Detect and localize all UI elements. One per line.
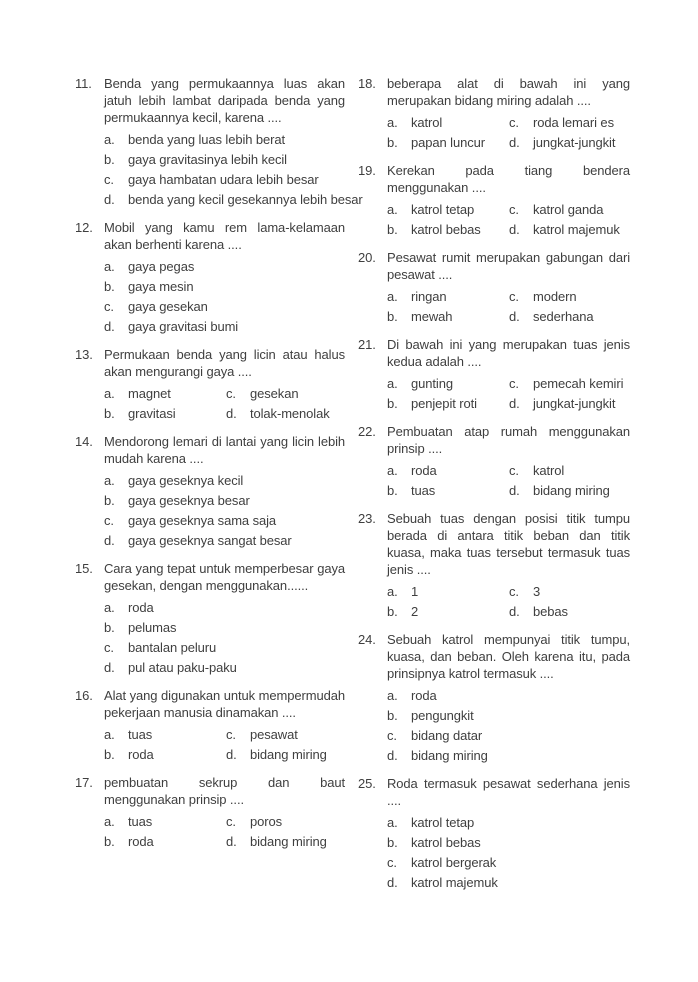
option-letter: c. [509,463,519,478]
answer-option [104,511,345,531]
option-text: benda yang luas lebih berat [128,132,286,147]
answer-option [104,257,345,277]
question-item [358,510,630,622]
option-text: magnet [128,386,171,401]
answer-option [104,150,345,170]
question-text: Sebuah katrol mempunyai titik tumpu, kuasa, dan beban. Oleh karena itu, pada prinsipnya katrol termasuk .... [387,632,630,681]
option-text: katrol ganda [533,202,604,217]
question-body [104,687,345,765]
question-text: Kerekan pada tiang bendera menggunakan .... [387,163,630,195]
question-body [387,75,630,153]
question-body [104,75,363,210]
question-item [75,219,345,337]
question-item [75,687,345,765]
answer-option [226,384,345,404]
question-text: Mendorong lemari di lantai yang licin lebih mudah karena .... [104,434,345,466]
question-text: Di bawah ini yang merupakan tuas jenis kedua adalah .... [387,337,630,369]
option-text: roda [128,747,154,762]
option-text: gaya gesekan [128,299,208,314]
question-options [104,384,345,424]
question-body [387,775,630,893]
option-text: gaya geseknya sama saja [128,513,277,528]
question-text: Roda termasuk pesawat sederhana jenis .... [387,776,630,808]
option-text: katrol majemuk [411,875,498,890]
option-letter: d. [104,533,115,548]
question-options [387,374,630,414]
question-item [75,560,345,678]
answer-option [104,725,226,745]
option-letter: c. [387,855,397,870]
question-number: 25. [358,776,376,791]
answer-option [387,394,509,414]
option-letter: b. [387,604,398,619]
option-letter: c. [226,386,236,401]
question-body [104,433,345,551]
option-letter: c. [509,584,519,599]
option-text: gaya geseknya besar [128,493,250,508]
option-text: gaya gravitasinya lebih kecil [128,152,287,167]
answer-option [104,745,226,765]
option-text: katrol bebas [411,835,481,850]
question-number: 13. [75,347,93,362]
answer-option [104,491,345,511]
option-letter: a. [387,289,398,304]
option-letter: d. [226,406,237,421]
option-text: bidang miring [250,747,327,762]
option-text: modern [533,289,577,304]
answer-option [104,277,345,297]
option-text: katrol tetap [411,202,475,217]
answer-option [104,404,226,424]
option-letter: d. [226,834,237,849]
question-text: Sebuah tuas dengan posisi titik tumpu berada di antara titik beban dan titik kuasa, maka tuas tersebut termasuk tuas jenis .... [387,511,630,577]
option-text: sederhana [533,309,594,324]
option-letter: b. [387,135,398,150]
option-letter: a. [387,688,398,703]
question-options [387,287,630,327]
question-options [387,813,630,893]
question-options [387,686,630,766]
option-letter: d. [104,192,115,207]
option-letter: a. [387,202,398,217]
option-letter: d. [509,604,520,619]
option-letter: a. [387,463,398,478]
answer-option [104,190,363,210]
question-options [104,598,345,678]
answer-option [226,832,345,852]
option-text: gaya geseknya sangat besar [128,533,292,548]
question-item [358,631,630,766]
option-letter: a. [104,132,115,147]
option-text: pengungkit [411,708,474,723]
question-text: Pembuatan atap rumah menggunakan prinsip .... [387,424,630,456]
option-text: roda [411,463,437,478]
question-item [358,162,630,240]
question-body [387,336,630,414]
answer-option [387,813,630,833]
option-text: 1 [411,584,419,599]
answer-option [104,658,345,678]
option-letter: b. [104,279,115,294]
answer-option [509,374,630,394]
answer-option [387,133,509,153]
option-text: benda yang kecil gesekannya lebih besar [128,192,363,207]
answer-option [387,602,509,622]
answer-option [104,638,345,658]
answer-option [387,287,509,307]
answer-option [104,170,345,190]
option-text: 3 [533,584,541,599]
option-text: gravitasi [128,406,176,421]
answer-option [104,317,345,337]
answer-option [509,394,630,414]
option-text: gesekan [250,386,299,401]
answer-option [509,133,630,153]
option-letter: d. [509,396,520,411]
option-text: bantalan peluru [128,640,217,655]
option-letter: d. [509,483,520,498]
answer-option [104,598,345,618]
option-letter: d. [104,319,115,334]
option-text: tolak-menolak [250,406,330,421]
answer-option [104,618,345,638]
answer-option [509,113,630,133]
answer-option [509,220,630,240]
answer-option [104,130,345,150]
question-options [104,257,345,337]
option-letter: b. [104,493,115,508]
question-body [104,219,345,337]
option-text: roda [128,834,154,849]
answer-option [387,461,509,481]
option-letter: c. [509,376,519,391]
option-text: tuas [128,727,153,742]
option-text: bidang datar [411,728,483,743]
option-text: pesawat [250,727,298,742]
option-letter: c. [104,640,114,655]
answer-option [104,471,345,491]
option-letter: a. [387,376,398,391]
question-item [358,249,630,327]
answer-option [387,873,630,893]
question-options [104,812,345,852]
answer-option [509,287,630,307]
option-letter: c. [509,202,519,217]
option-letter: b. [104,747,115,762]
answer-option [509,200,630,220]
question-number: 16. [75,688,93,703]
option-letter: a. [104,386,115,401]
answer-option [104,384,226,404]
option-letter: a. [387,584,398,599]
option-letter: b. [104,620,115,635]
option-letter: d. [387,875,398,890]
option-text: gaya gravitasi bumi [128,319,239,334]
answer-option [387,706,630,726]
option-letter: d. [387,748,398,763]
option-text: roda lemari es [533,115,614,130]
option-letter: c. [226,814,236,829]
option-text: 2 [411,604,419,619]
question-item [358,75,630,153]
option-text: gaya hambatan udara lebih besar [128,172,319,187]
question-number: 24. [358,632,376,647]
option-text: ringan [411,289,447,304]
option-letter: c. [104,172,114,187]
question-item [358,423,630,501]
option-letter: d. [226,747,237,762]
question-number: 23. [358,511,376,526]
question-text: Mobil yang kamu rem lama-kelamaan akan berhenti karena .... [104,220,345,252]
option-letter: b. [387,222,398,237]
question-item [75,75,363,210]
question-body [104,560,345,678]
answer-option [509,307,630,327]
answer-option [104,832,226,852]
option-letter: b. [387,309,398,324]
answer-option [226,404,345,424]
question-number: 18. [358,76,376,91]
question-body [387,631,630,766]
question-text: beberapa alat di bawah ini yang merupakan bidang miring adalah .... [387,76,630,108]
answer-option [509,582,630,602]
option-letter: d. [509,309,520,324]
questions-column-left [75,75,363,893]
option-text: bidang miring [533,483,610,498]
question-text: pembuatan sekrup dan baut menggunakan prinsip .... [104,775,345,807]
option-letter: a. [104,473,115,488]
option-text: roda [411,688,437,703]
question-options [387,113,630,153]
question-options [387,582,630,622]
option-text: gaya mesin [128,279,194,294]
question-number: 12. [75,220,93,235]
option-letter: c. [509,115,519,130]
option-text: katrol majemuk [533,222,620,237]
question-item [358,336,630,414]
option-text: gaya geseknya kecil [128,473,244,488]
answer-option [387,833,630,853]
option-text: katrol bergerak [411,855,497,870]
option-text: bidang miring [411,748,488,763]
answer-option [509,602,630,622]
option-text: tuas [411,483,436,498]
option-letter: c. [387,728,397,743]
option-text: pelumas [128,620,177,635]
answer-option [509,481,630,501]
option-text: papan luncur [411,135,485,150]
question-body [104,346,345,424]
option-letter: b. [387,483,398,498]
option-letter: b. [387,708,398,723]
answer-option [387,200,509,220]
question-text: Pesawat rumit merupakan gabungan dari pesawat .... [387,250,630,282]
question-number: 22. [358,424,376,439]
option-letter: b. [104,406,115,421]
answer-option [387,307,509,327]
option-letter: a. [104,259,115,274]
answer-option [387,113,509,133]
question-options [387,461,630,501]
answer-option [226,725,345,745]
option-text: katrol bebas [411,222,481,237]
question-options [387,200,630,240]
option-text: katrol [411,115,443,130]
question-number: 17. [75,775,93,790]
option-text: bebas [533,604,568,619]
question-body [387,249,630,327]
question-text: Cara yang tepat untuk memperbesar gaya gesekan, dengan menggunakan...... [104,561,345,593]
option-text: poros [250,814,283,829]
option-text: bidang miring [250,834,327,849]
option-text: katrol tetap [411,815,475,830]
option-letter: b. [387,835,398,850]
question-item [75,433,345,551]
answer-option [104,812,226,832]
option-letter: b. [104,834,115,849]
option-letter: b. [387,396,398,411]
option-letter: c. [104,513,114,528]
answer-option [104,297,345,317]
question-body [387,162,630,240]
option-letter: c. [509,289,519,304]
answer-option [387,853,630,873]
option-letter: d. [509,222,520,237]
question-number: 14. [75,434,93,449]
question-number: 19. [358,163,376,178]
question-item [75,346,345,424]
option-letter: a. [104,814,115,829]
question-options [104,471,345,551]
answer-option [226,745,345,765]
answer-option [226,812,345,832]
option-text: jungkat-jungkit [533,135,616,150]
option-text: roda [128,600,154,615]
answer-option [387,746,630,766]
question-body [387,510,630,622]
question-text: Permukaan benda yang licin atau halus akan mengurangi gaya .... [104,347,345,379]
option-text: penjepit roti [411,396,477,411]
question-item [358,775,630,893]
question-text: Benda yang permukaannya luas akan jatuh lebih lambat daripada benda yang permukaannya kecil, karena .... [104,76,345,125]
question-number: 21. [358,337,376,352]
option-letter: d. [104,660,115,675]
option-text: pul atau paku-paku [128,660,237,675]
question-text: Alat yang digunakan untuk mempermudah pekerjaan manusia dinamakan .... [104,688,345,720]
answer-option [387,220,509,240]
option-text: jungkat-jungkit [533,396,616,411]
option-letter: b. [104,152,115,167]
question-number: 15. [75,561,93,576]
answer-option [387,686,630,706]
questions-column-right [358,75,630,893]
question-options [104,725,345,765]
option-text: tuas [128,814,153,829]
answer-option [509,461,630,481]
question-body [387,423,630,501]
question-number: 20. [358,250,376,265]
option-letter: a. [387,815,398,830]
questions-columns [75,75,630,893]
answer-option [387,374,509,394]
option-text: pemecah kemiri [533,376,624,391]
question-number: 11. [75,76,92,91]
option-letter: a. [104,600,115,615]
option-letter: d. [509,135,520,150]
option-letter: a. [104,727,115,742]
answer-option [387,582,509,602]
question-item [75,774,345,852]
option-text: gaya pegas [128,259,195,274]
answer-option [387,481,509,501]
option-text: gunting [411,376,453,391]
answer-option [104,531,345,551]
option-letter: c. [226,727,236,742]
question-options [104,130,363,210]
option-letter: c. [104,299,114,314]
option-text: katrol [533,463,565,478]
question-body [104,774,345,852]
option-letter: a. [387,115,398,130]
option-text: mewah [411,309,453,324]
answer-option [387,726,630,746]
